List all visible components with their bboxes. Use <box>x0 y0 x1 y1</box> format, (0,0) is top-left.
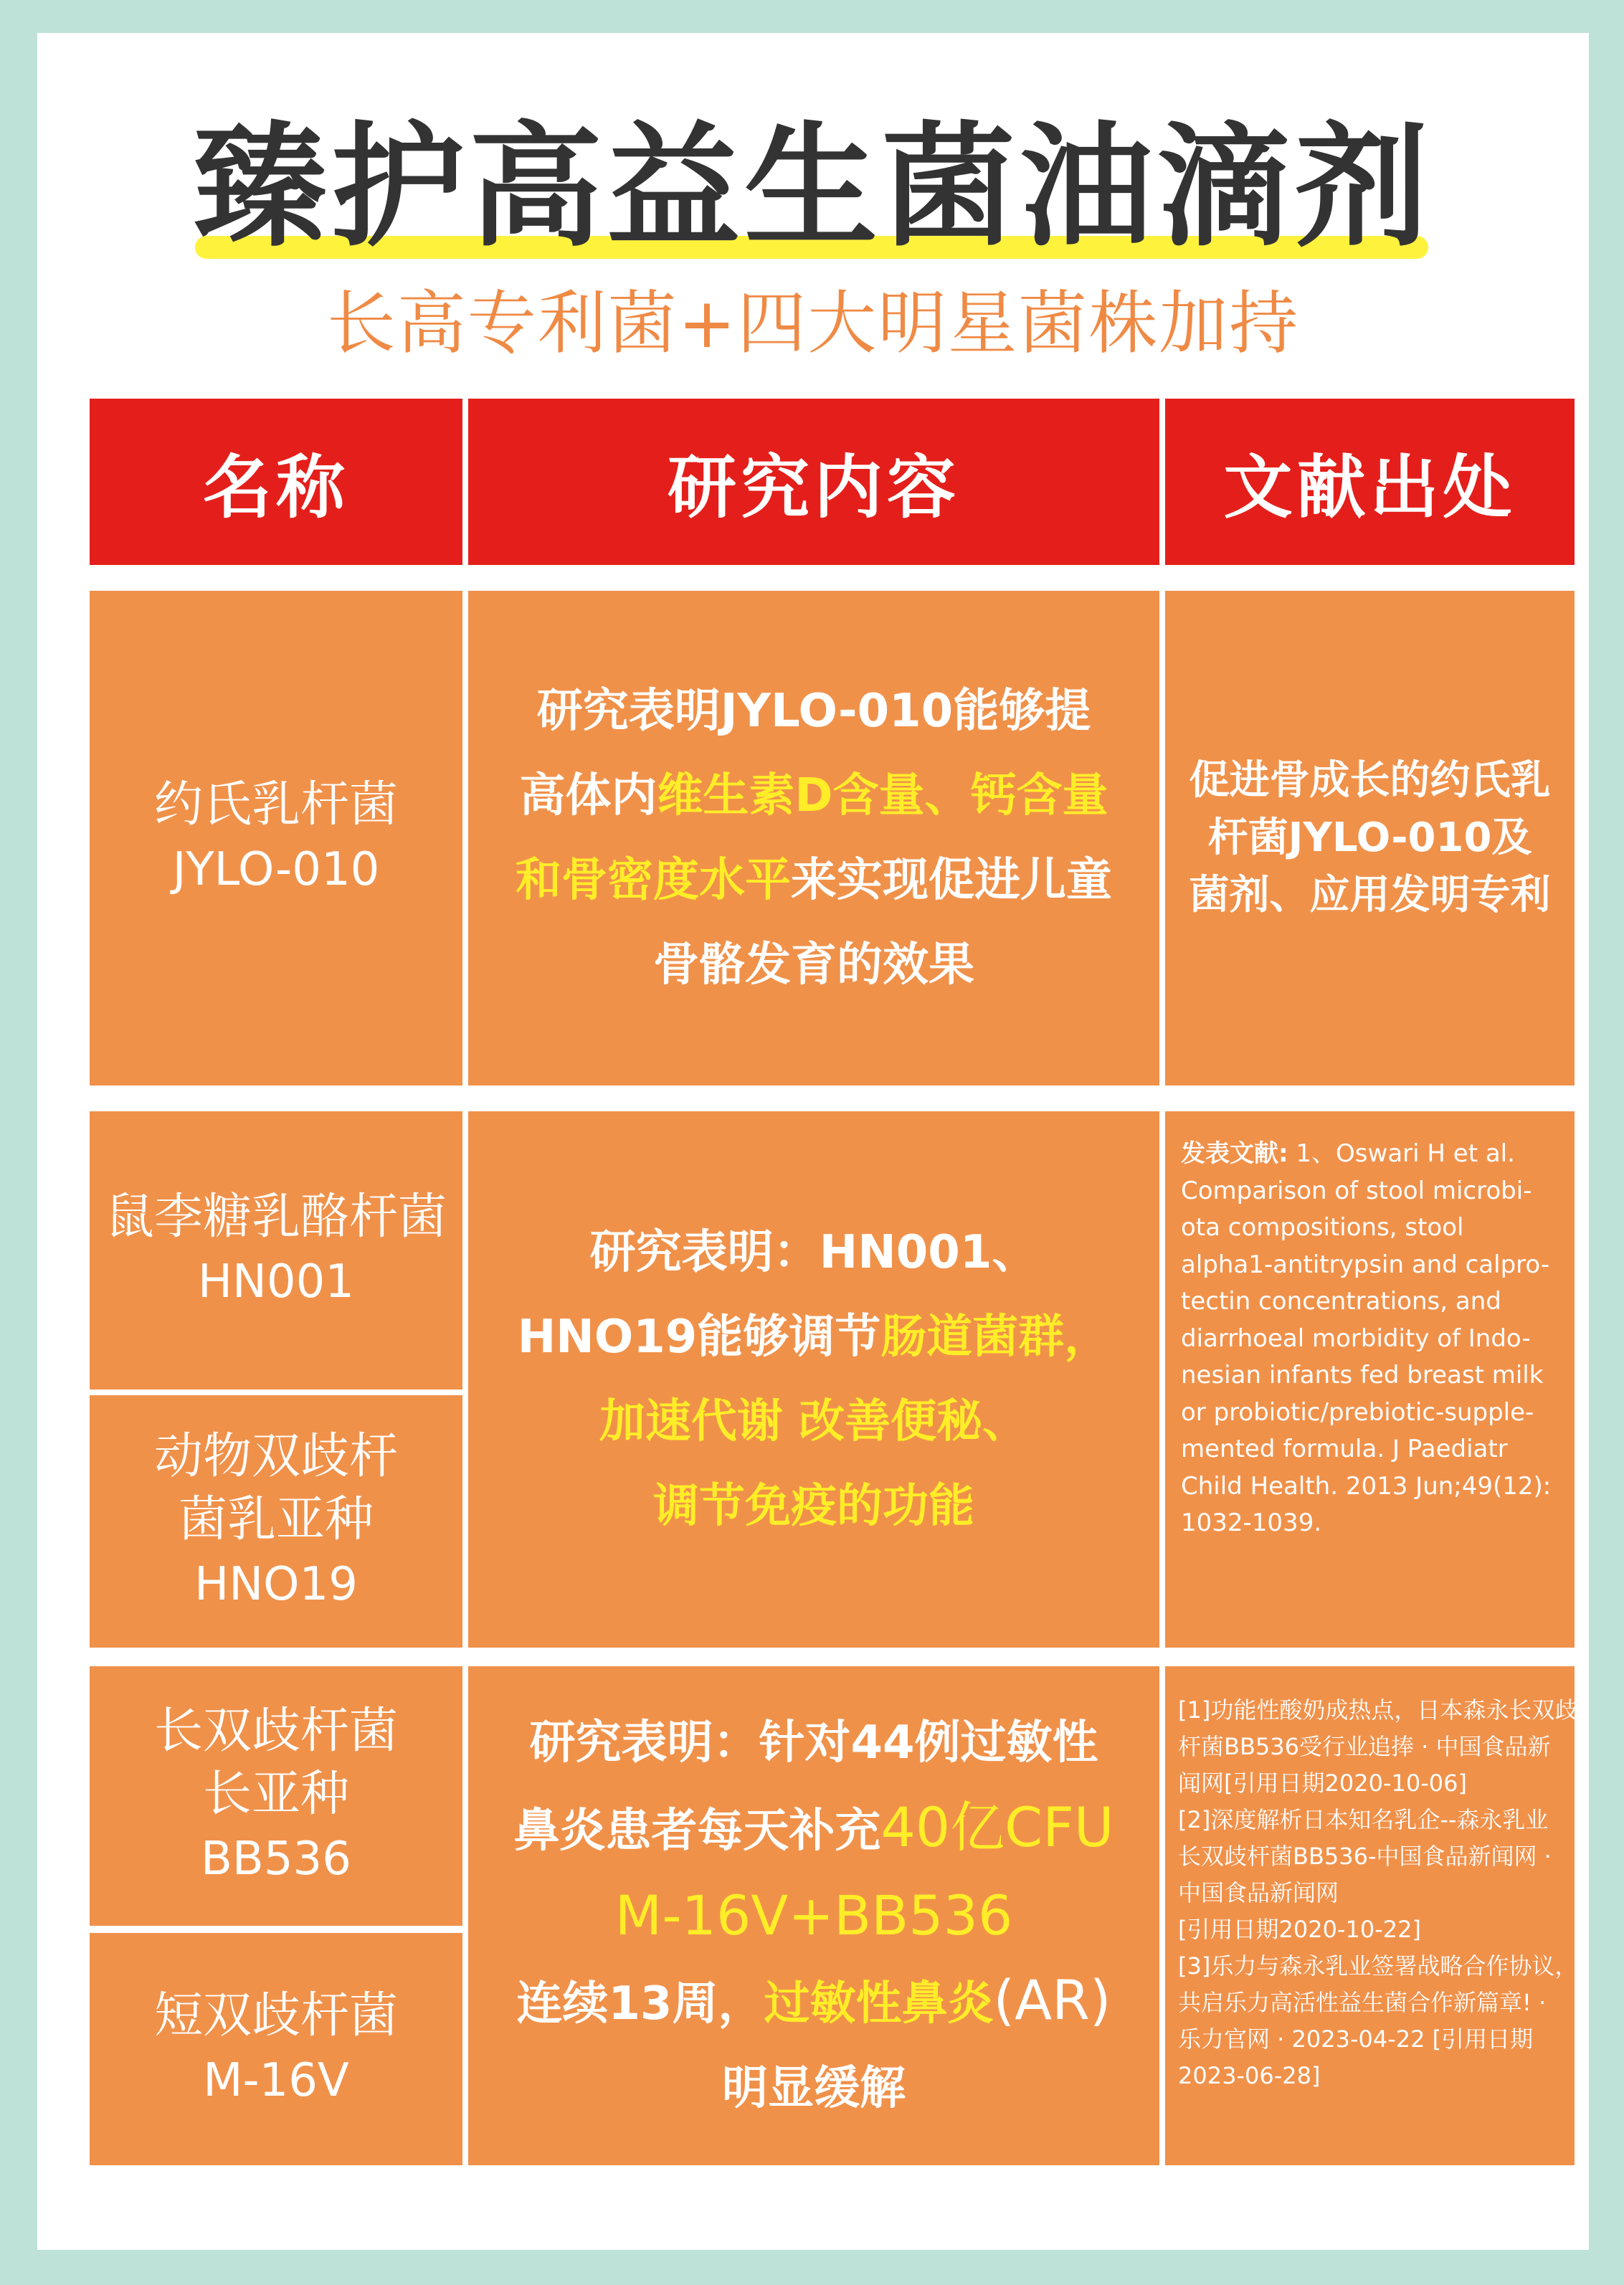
research-highlight: 维生素D含量、钙含量 <box>657 769 1108 822</box>
source-line: 共启乐力高活性益生菌合作新篇章! · <box>1178 1989 1547 2016</box>
source-jylo010 <box>1165 591 1575 1086</box>
research-line: 研究表明JYLO-010能够提 <box>536 685 1091 738</box>
strain-name: 长亚种 <box>202 1766 349 1823</box>
source-line: Child Health. 2013 Jun;49(12): <box>1181 1471 1552 1501</box>
poster-card <box>37 33 1589 2250</box>
strain-code: BB536 <box>201 1833 351 1886</box>
strain-name: 长双歧杆菌 <box>153 1703 398 1759</box>
source-line: [引用日期2020-10-22] <box>1178 1916 1421 1943</box>
source-label: 发表文献: <box>1181 1139 1288 1168</box>
source-line: 杆菌JYLO-010及 <box>1207 814 1532 861</box>
source-hn001-hn019 <box>1165 1111 1575 1648</box>
research-line: 研究表明：HN001、 <box>589 1226 1038 1279</box>
research-jylo010 <box>468 591 1159 1086</box>
research-line: 骨骼发育的效果 <box>653 939 974 992</box>
source-line: [3]乐力与森永乳业签署战略合作协议， <box>1178 1952 1578 1980</box>
strain-code: HNO19 <box>194 1558 358 1611</box>
research-highlight: 和骨密度水平 <box>516 854 791 907</box>
research-highlight: 过敏性鼻炎 <box>764 1977 994 2030</box>
source-line: diarrhoeal morbidity of Indo- <box>1181 1324 1531 1353</box>
strain-name-bb536 <box>90 1666 462 1926</box>
strain-name: 菌乳亚种 <box>178 1491 374 1548</box>
source-line: 长双歧杆菌BB536-中国食品新闻网 · <box>1178 1843 1552 1870</box>
header-research: 研究内容 <box>468 399 1159 565</box>
research-highlight: 加速代谢 改善便秘、 <box>599 1395 1029 1448</box>
research-highlight: 调节免疫的功能 <box>653 1480 974 1533</box>
strain-code: M-16V <box>203 2054 349 2107</box>
source-line: 闻网[引用日期2020-10-06] <box>1178 1769 1467 1797</box>
research-line: HNO19能够调节肠道菌群， <box>517 1311 1111 1364</box>
title-block <box>37 101 1589 280</box>
strain-code: HN001 <box>197 1255 355 1308</box>
strain-name-jylo010 <box>90 591 462 1086</box>
research-line: 高体内维生素D含量、钙含量 <box>519 769 1108 822</box>
research-line: 和骨密度水平来实现促进儿童 <box>516 854 1112 907</box>
source-line: 促进骨成长的约氏乳 <box>1189 757 1551 804</box>
source-line: 中国食品新闻网 <box>1178 1879 1339 1906</box>
research-line: 连续13周，过敏性鼻炎(AR) <box>516 1968 1111 2032</box>
source-line: [1]功能性酸奶成热点，日本森永长双歧 <box>1178 1696 1578 1724</box>
research-bb536-m16v <box>468 1666 1159 2165</box>
source-line: 杆菌BB536受行业追捧 · 中国食品新 <box>1178 1733 1551 1760</box>
source-line: 乐力官网 · 2023-04-22 [引用日期 <box>1178 2025 1534 2053</box>
research-hn001-hn019 <box>468 1111 1159 1648</box>
strain-name-m16v <box>90 1933 462 2165</box>
strain-name-hn019 <box>90 1395 462 1648</box>
research-line: 鼻炎患者每天补充40亿CFU <box>513 1795 1114 1859</box>
strain-name: 约氏乳杆菌 <box>153 776 398 833</box>
source-line: ota compositions, stool <box>1181 1213 1464 1242</box>
source-line: 1032-1039. <box>1181 1509 1322 1537</box>
research-highlight: 40亿CFU <box>880 1795 1114 1859</box>
strain-name: 鼠李糖乳酪杆菌 <box>105 1189 447 1245</box>
source-line: mented formula. J Paediatr <box>1181 1435 1508 1463</box>
strain-name: 短双歧杆菌 <box>153 1987 398 2044</box>
research-highlight: 肠道菌群， <box>880 1311 1111 1364</box>
source-line: 发表文献: 1、Oswari H et al. <box>1181 1139 1515 1168</box>
source-line: or probiotic/prebiotic-supple- <box>1181 1397 1534 1427</box>
source-line: 2023-06-28] <box>1178 2062 1321 2089</box>
strain-name-hn001 <box>90 1111 462 1389</box>
header-name: 名称 <box>90 399 462 565</box>
research-highlight: M-16V+BB536 <box>614 1883 1013 1947</box>
strain-name: 动物双歧杆 <box>153 1428 398 1485</box>
source-line: Comparison of stool microbi- <box>1181 1176 1532 1205</box>
source-line: [2]深度解析日本知名乳企--森永乳业 <box>1178 1806 1549 1833</box>
strain-code: JYLO-010 <box>172 843 380 896</box>
source-line: 菌剂、应用发明专利 <box>1189 872 1551 918</box>
research-line: 研究表明：针对44例过敏性 <box>529 1716 1098 1769</box>
source-bb536-m16v <box>1165 1666 1578 2165</box>
source-line: alpha1-antitrypsin and calpro- <box>1181 1250 1550 1279</box>
research-line: 明显缓解 <box>722 2062 906 2115</box>
header-source: 文献出处 <box>1165 399 1575 565</box>
page-title: 臻护高益生菌油滴剂 <box>193 109 1433 265</box>
source-line: nesian infants fed breast milk <box>1181 1361 1544 1389</box>
source-line: tectin concentrations, and <box>1181 1287 1501 1316</box>
page-subtitle: 长高专利菌+四大明星菌株加持 <box>326 283 1300 364</box>
